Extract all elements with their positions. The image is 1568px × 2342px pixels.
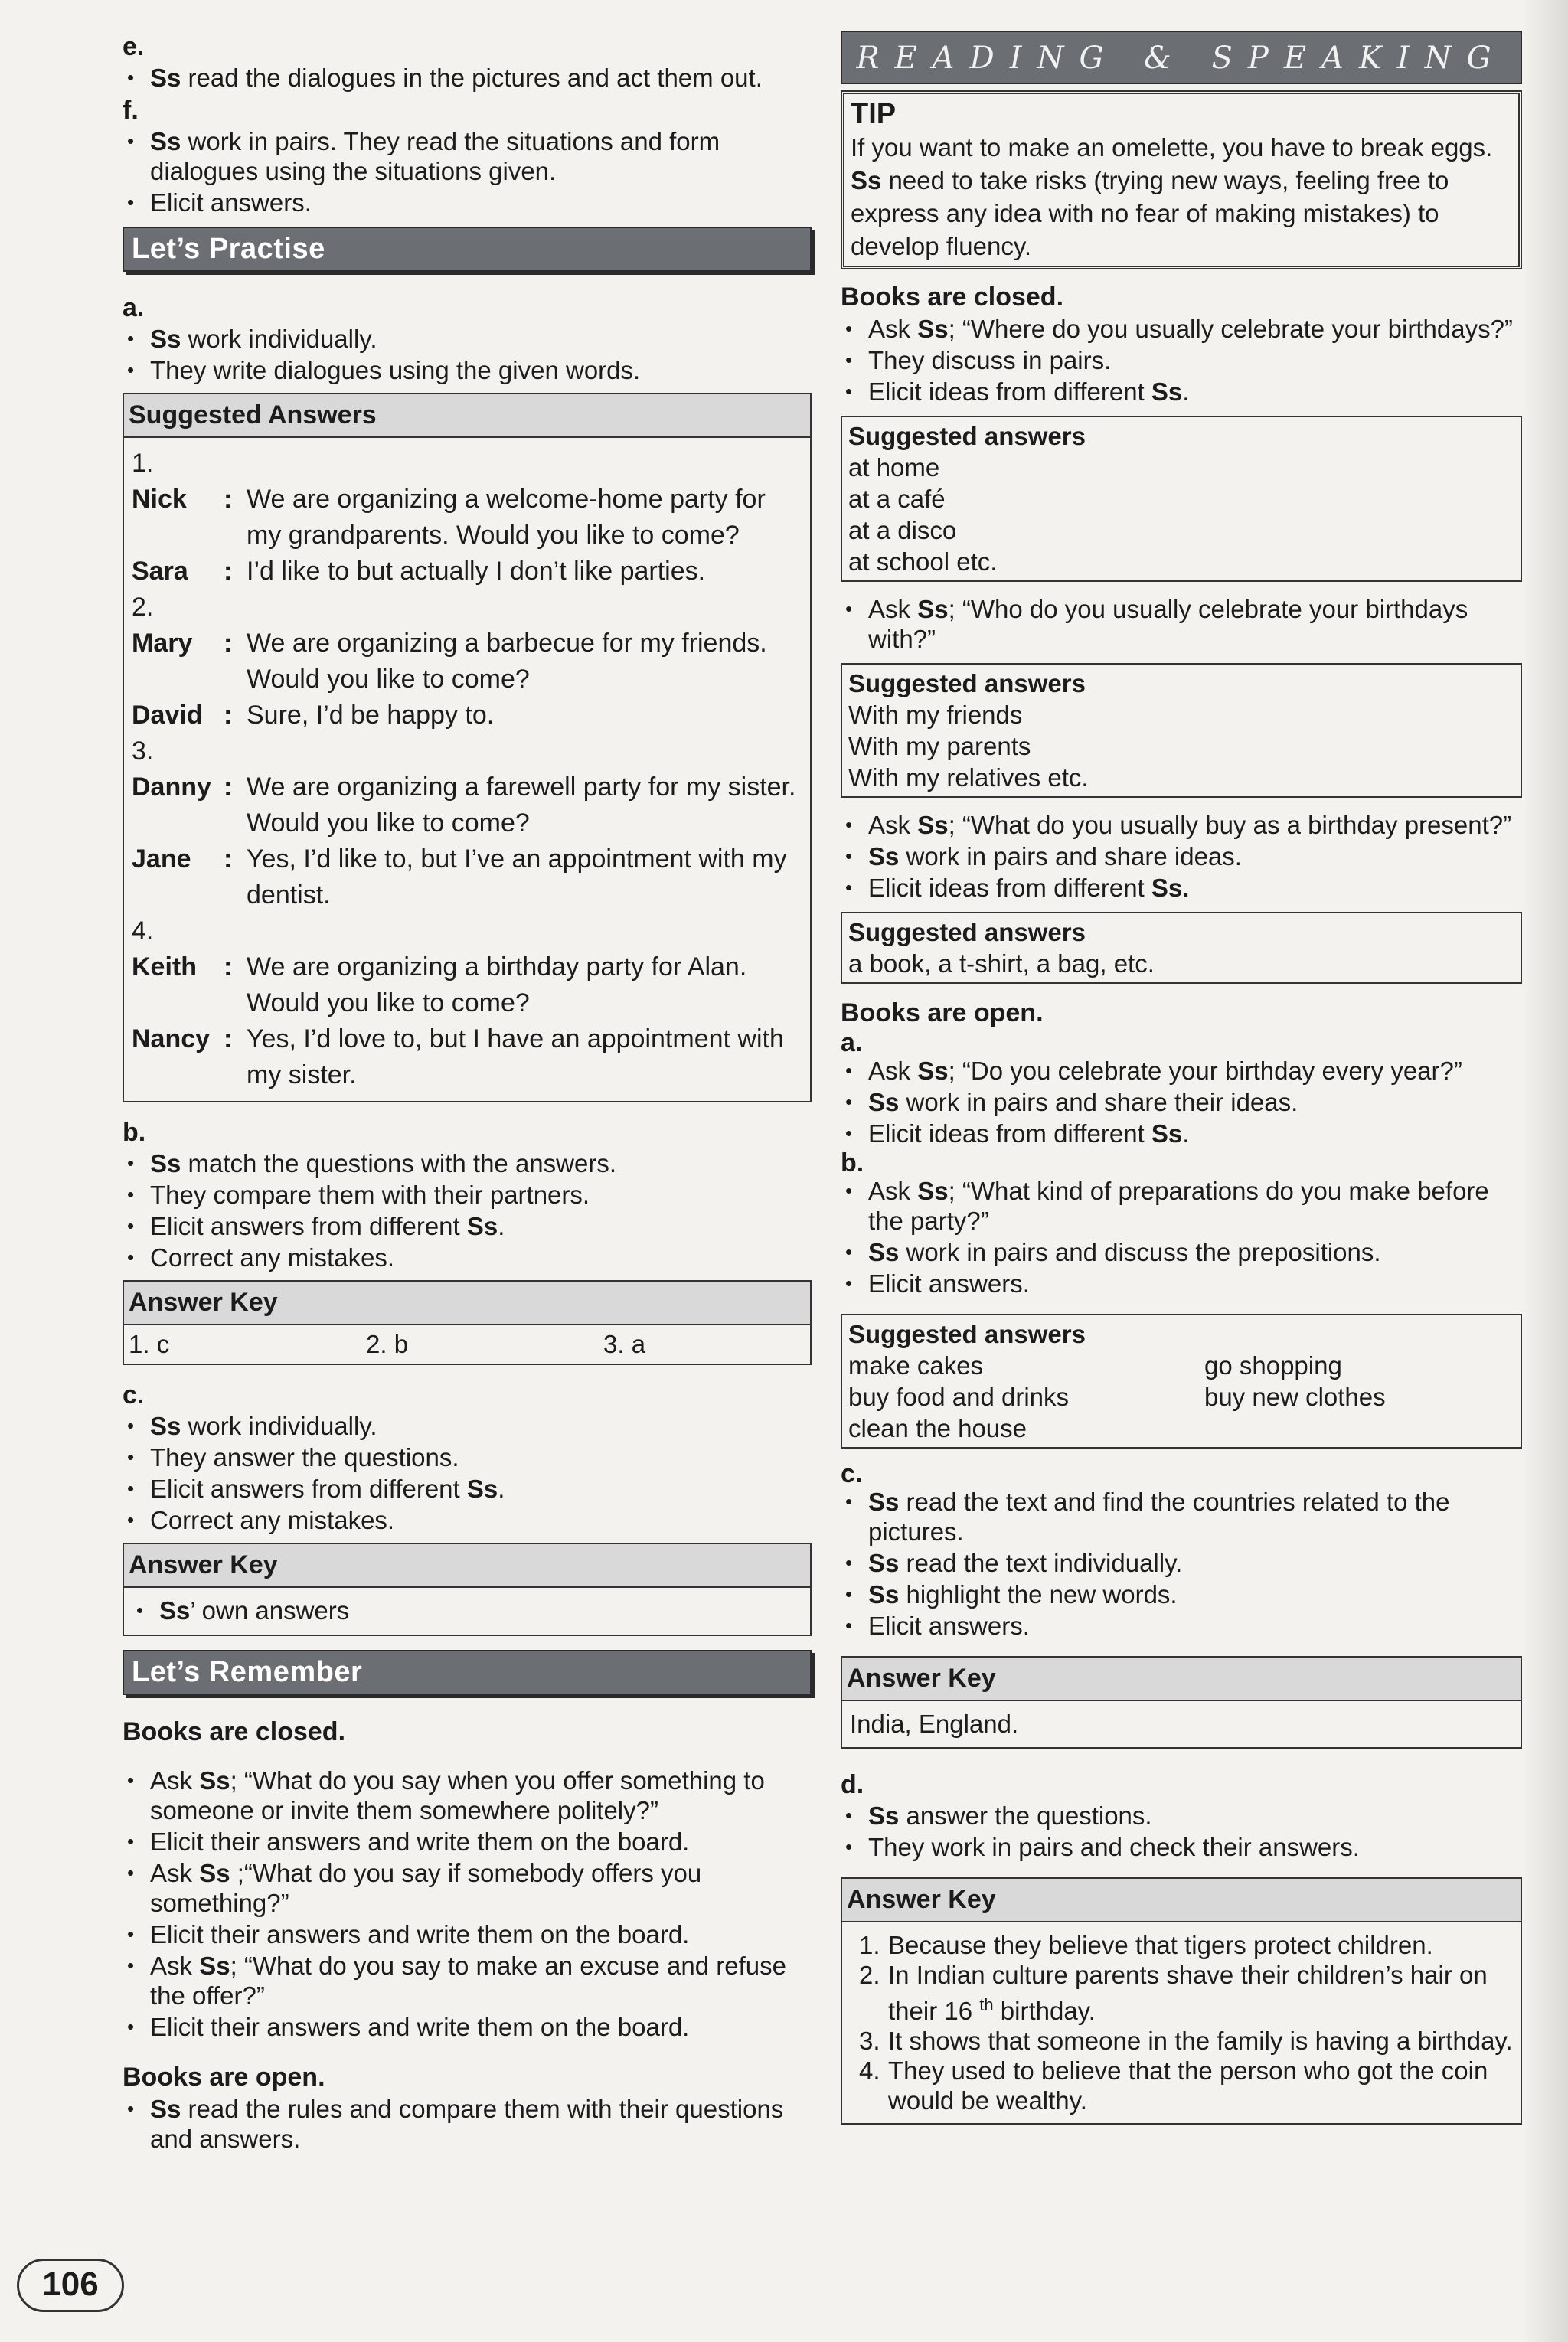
left-column [122, 31, 812, 2155]
dialogue [132, 446, 802, 590]
answer-line: at a disco [848, 516, 957, 544]
tip-title: TIP [851, 98, 897, 130]
answer-key-box-d [841, 1877, 1522, 2125]
list-item: • Ss highlight the new words. [841, 1579, 1522, 1609]
section-b-list [841, 1176, 1522, 1298]
section-b-letter: b. [841, 1148, 864, 1178]
list-item: • Correct any mistakes. [122, 1505, 812, 1535]
speaker-name: Danny [132, 773, 211, 802]
list-item: • Elicit answers from different Ss. [122, 1474, 812, 1504]
answer-line: at school etc. [848, 547, 998, 576]
colon: : [224, 773, 233, 802]
section-e-list [122, 63, 812, 93]
list-item: • Elicit ideas from different Ss. [841, 873, 1522, 903]
section-a-list [122, 324, 812, 385]
list-item: • Ss read the text and find the countries related to the pictures. [841, 1487, 1522, 1547]
section-f-list [122, 126, 812, 217]
lets-remember-banner: Let’s Remember [122, 1650, 812, 1695]
box-heading: Suggested Answers [124, 394, 810, 438]
speaker-line: I’d like to but actually I don’t like parties. [247, 557, 706, 586]
section-a-letter: a. [841, 1028, 863, 1057]
speaker-name: David [132, 701, 203, 730]
list-item: • Elicit answers from different Ss. [122, 1211, 812, 1241]
page-number: 106 [17, 2259, 124, 2312]
suggested-answers-box-3 [841, 912, 1522, 984]
list-item: 3. It shows that someone in the family is having a birthday. [859, 2027, 1513, 2055]
section-a-list [841, 1056, 1522, 1148]
speaker-name: Jane [132, 844, 191, 874]
list-item: • They discuss in pairs. [841, 345, 1522, 375]
suggested-answers-box-2 [841, 663, 1522, 798]
box-content [842, 1922, 1521, 2123]
list-item: • They compare them with their partners. [122, 1180, 812, 1210]
books-closed-heading: Books are closed. [122, 1717, 346, 1746]
section-c-letter: c. [841, 1459, 863, 1488]
list-item: • Elicit answers. [122, 188, 812, 217]
speaker-line: Yes, I’d love to, but I have an appointment with my sister. [247, 1024, 784, 1089]
books-open-heading: Books are open. [122, 2063, 325, 2092]
books-open-heading: Books are open. [841, 998, 1044, 1027]
box-content: India, England. [850, 1710, 1019, 1738]
dialogue-number: 3. [132, 737, 154, 766]
question2-list [841, 594, 1522, 654]
section-c-list [841, 1487, 1522, 1641]
list-item: • Ss work in pairs and discuss the prepositions. [841, 1237, 1522, 1267]
section-e-letter: e. [122, 32, 145, 61]
answer-item: 1. c [129, 1330, 170, 1358]
list-item: • Correct any mistakes. [122, 1243, 812, 1272]
answer-line: buy new clothes [1204, 1383, 1386, 1411]
answer-item: 3. a [603, 1330, 646, 1358]
speaker-line: Sure, I’d be happy to. [247, 701, 495, 730]
box-title: Suggested answers [848, 422, 1086, 450]
section-b-list [122, 1148, 812, 1272]
speaker-name: Nancy [132, 1024, 211, 1053]
list-item: • Elicit answers. [841, 1611, 1522, 1641]
list-item: 2. In Indian culture parents shave their children’s hair on their 16 $^{th}$ birthday. [859, 1961, 1488, 2025]
list-item: • Ss answer the questions. [841, 1801, 1522, 1831]
answer-row [124, 1325, 810, 1364]
list-item: • Ask Ss ;“What do you say if somebody offers you something?” [122, 1858, 812, 1918]
list-item: • Elicit ideas from different Ss. [841, 1119, 1522, 1148]
dialogue [132, 590, 802, 733]
list-item: • Ask Ss; “Who do you usually celebrate your birthdays with?” [841, 594, 1522, 654]
suggested-answers-box [122, 393, 812, 1102]
answer-key-box-c [122, 1543, 812, 1636]
question3-list [841, 810, 1522, 903]
list-item: • Ss’ own answers [132, 1596, 802, 1625]
dialogue [132, 733, 802, 913]
dialogue-number: 4. [132, 916, 154, 946]
section-f-letter: f. [122, 96, 139, 125]
dialogue-number: 2. [132, 593, 154, 622]
list-item: • They work in pairs and check their answers. [841, 1832, 1522, 1862]
speaker-name: Sara [132, 557, 188, 586]
list-item: • Ask Ss; “What kind of preparations do you make before the party?” [841, 1176, 1522, 1236]
box-heading: Answer Key [124, 1282, 810, 1325]
answer-line: at a café [848, 485, 946, 513]
right-column [841, 31, 1522, 2138]
answer-line: With my friends [848, 701, 1023, 729]
page-edge-shadow [1522, 0, 1568, 2342]
speaker-name: Keith [132, 952, 197, 982]
answer-line: With my relatives etc. [848, 763, 1089, 792]
list-item: • Ss work individually. [122, 1411, 812, 1441]
list-item: • Ask Ss; “Do you celebrate your birthday every year?” [841, 1056, 1522, 1086]
box-title: Suggested answers [848, 918, 1086, 946]
dialogue [132, 913, 802, 1093]
speaker-line: We are organizing a welcome-home party for my grandparents. Would you like to come? [247, 485, 766, 550]
list-item: • Ss work in pairs and share ideas. [841, 841, 1522, 871]
box-content [124, 1588, 810, 1635]
remember-list [122, 1765, 812, 2042]
list-item: • Elicit their answers and write them on the board. [122, 2012, 812, 2042]
speaker-line: We are organizing a barbecue for my friends. Would you like to come? [247, 629, 767, 694]
box-heading: Answer Key [124, 1544, 810, 1588]
dialogue-list [124, 438, 810, 1101]
list-item: • Ask Ss; “What do you say when you offer something to someone or invite them somewhere politely?” [122, 1765, 812, 1825]
list-item: • Elicit their answers and write them on the board. [122, 1827, 812, 1857]
list-item: • Ss match the questions with the answers. [122, 1148, 812, 1178]
speaker-line: We are organizing a farewell party for my sister. Would you like to come? [247, 773, 796, 838]
answer-line: With my parents [848, 732, 1031, 760]
list-item: • Elicit answers. [841, 1269, 1522, 1298]
speaker-name: Mary [132, 629, 193, 658]
list-item: • Ss work in pairs. They read the situations and form dialogues using the situations given. [122, 126, 812, 186]
list-item: • Ss read the text individually. [841, 1548, 1522, 1578]
speaker-line: We are organizing a birthday party for Alan. Would you like to come? [247, 952, 747, 1017]
answer-line: a book, a t-shirt, a bag, etc. [848, 949, 1155, 978]
list-item: • Ss read the dialogues in the pictures and act them out. [122, 63, 812, 93]
section-c-list [122, 1411, 812, 1535]
list-item: • Ask Ss; “Where do you usually celebrate your birthdays?” [841, 314, 1522, 344]
suggested-answers-box-4 [841, 1314, 1522, 1449]
speaker-name: Nick [132, 485, 187, 514]
reading-speaking-banner: READING & SPEAKING [841, 31, 1522, 84]
colon: : [224, 557, 233, 586]
answer-line: clean the house [848, 1414, 1027, 1442]
colon: : [224, 629, 233, 658]
books-closed-heading: Books are closed. [841, 283, 1064, 312]
lets-practise-banner: Let’s Practise [122, 227, 812, 272]
list-item: 4. They used to believe that the person who got the coin would be wealthy. [859, 2056, 1488, 2115]
colon: : [224, 952, 233, 982]
list-item: • Ss work in pairs and share their ideas. [841, 1087, 1522, 1117]
section-b-letter: b. [122, 1118, 146, 1147]
answer-key-box-c [841, 1656, 1522, 1749]
answer-key-box-b [122, 1280, 812, 1365]
colon: : [224, 844, 233, 874]
box-heading: Answer Key [842, 1658, 1521, 1701]
colon: : [224, 701, 233, 730]
list-item: • Elicit ideas from different Ss. [841, 377, 1522, 407]
section-c-letter: c. [122, 1380, 145, 1409]
answer-line: at home [848, 453, 940, 482]
tip-box [841, 90, 1522, 269]
list-item: • They answer the questions. [122, 1442, 812, 1472]
books-open-list [122, 2094, 812, 2154]
answer-line: buy food and drinks [848, 1383, 1070, 1411]
suggested-answers-box-1 [841, 416, 1522, 582]
section-d-letter: d. [841, 1770, 864, 1799]
list-item: • Ask Ss; “What do you usually buy as a birthday present?” [841, 810, 1522, 840]
answer-line: go shopping [1204, 1351, 1342, 1380]
colon: : [224, 1024, 233, 1053]
answer-item: 2. b [366, 1330, 409, 1358]
box-title: Suggested answers [848, 669, 1086, 697]
answer-line: make cakes [848, 1351, 984, 1380]
section-a-letter: a. [122, 293, 145, 322]
list-item: • Ss read the rules and compare them with their questions and answers. [122, 2094, 812, 2154]
box-title: Suggested answers [848, 1320, 1086, 1348]
box-heading: Answer Key [842, 1879, 1521, 1922]
list-item: • They write dialogues using the given words. [122, 355, 812, 385]
speaker-line: Yes, I’d like to, but I’ve an appointment with my dentist. [247, 844, 787, 910]
section-d-list [841, 1801, 1522, 1862]
answer-grid [848, 1350, 1514, 1444]
tip-text: If you want to make an omelette, you have to break eggs. Ss need to take risks (trying new ways, feeling free to express any idea with no fear of making mistakes) to develop fluency. [851, 133, 1493, 260]
list-item: 1. Because they believe that tigers protect children. [859, 1931, 1433, 1959]
list-item: • Ask Ss; “What do you say to make an excuse and refuse the offer?” [122, 1951, 812, 2010]
question1-list [841, 314, 1522, 407]
dialogue-number: 1. [132, 449, 154, 478]
list-item: • Elicit their answers and write them on the board. [122, 1919, 812, 1949]
colon: : [224, 485, 233, 514]
list-item: • Ss work individually. [122, 324, 812, 354]
